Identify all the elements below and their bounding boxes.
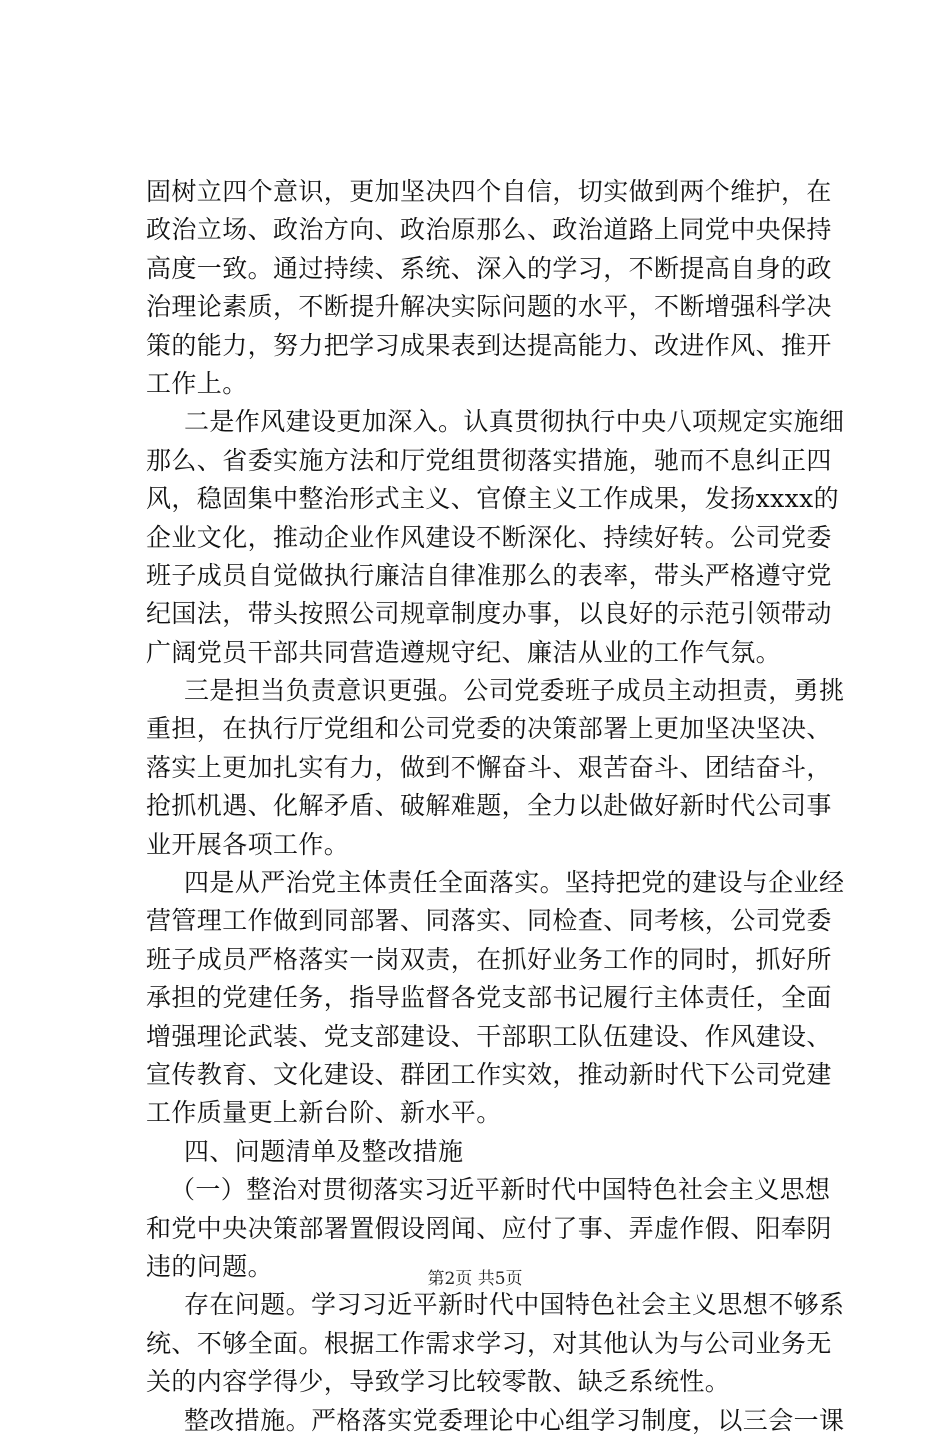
text-line: 企业文化，推动企业作风建设不断深化、持续好转。公司党委 [146,522,832,552]
text-line: 工作上。 [146,368,248,398]
text-line: 四、问题清单及整改措施 [184,1136,464,1166]
text-line: 高度一致。通过持续、系统、深入的学习，不断提高自身的政 [146,253,832,283]
text-line: 那么、省委实施方法和厅党组贯彻落实措施，驰而不息纠正四 [146,445,832,475]
text-line: 统、不够全面。根据工作需求学习，对其他认为与公司业务无 [146,1328,832,1358]
text-line: 工作质量更上新台阶、新水平。 [146,1098,502,1128]
text-line: 固树立四个意识，更加坚决四个自信，切实做到两个维护，在 [146,177,832,206]
text-line: 二是作风建设更加深入。认真贯彻执行中央八项规定实施细 [184,407,845,437]
text-line: 策的能力，努力把学习成果表到达提高能力、改进作风、推开 [146,330,832,360]
text-line: 纪国法，带头按照公司规章制度办事，以良好的示范引领带动 [146,599,832,629]
text-line: 增强理论武装、党支部建设、干部职工队伍建设、作风建设、 [146,1021,832,1051]
text-line: 政治立场、政治方向、政治原那么、政治道路上同党中央保持 [146,215,832,245]
text-line: 宣传教育、文化建设、群团工作实效，推动新时代下公司党建 [146,1059,832,1089]
text-line: 重担，在执行厅党组和公司党委的决策部署上更加坚决坚决、 [146,714,832,744]
text-line: 四是从严治党主体责任全面落实。坚持把党的建设与企业经 [184,868,845,898]
text-line: 存在问题。学习习近平新时代中国特色社会主义思想不够系 [184,1290,845,1320]
document-body [146,173,845,1440]
text-line: 广阔党员干部共同营造遵规守纪、廉洁从业的工作气氛。 [146,637,782,667]
text-line: 和党中央决策部署置假设罔闻、应付了事、弄虚作假、阳奉阴 [146,1213,832,1243]
text-line: 班子成员自觉做执行廉洁自律准那么的表率，带头严格遵守党 [146,560,832,590]
text-line: 治理论素质，不断提升解决实际问题的水平，不断增强科学决 [146,292,832,322]
text-line: 整改措施。严格落实党委理论中心组学习制度，以三会一课 [184,1405,845,1435]
text-line: 违的问题。 [146,1251,274,1281]
text-line: 承担的党建任务，指导监督各党支部书记履行主体责任，全面 [146,983,832,1013]
text-line: 抢抓机遇、化解矛盾、破解难题，全力以赴做好新时代公司事 [146,791,832,821]
text-line: 业开展各项工作。 [146,829,350,859]
page-footer: 第2页 共5页 [427,1269,523,1289]
text-line: 风，稳固集中整治形式主义、官僚主义工作成果，发扬xxxx的 [146,484,839,514]
text-line: 落实上更加扎实有力，做到不懈奋斗、艰苦奋斗、团结奋斗， [146,752,832,782]
text-line: 关的内容学得少，导致学习比较零散、缺乏系统性。 [146,1367,731,1397]
text-line: 三是担当负责意识更强。公司党委班子成员主动担责，勇挑 [184,676,845,706]
text-line: （一）整治对贯彻落实习近平新时代中国特色社会主义思想 [170,1175,831,1205]
text-line: 营管理工作做到同部署、同落实、同检查、同考核，公司党委 [146,906,832,936]
text-line: 班子成员严格落实一岗双责，在抓好业务工作的同时，抓好所 [146,944,832,974]
